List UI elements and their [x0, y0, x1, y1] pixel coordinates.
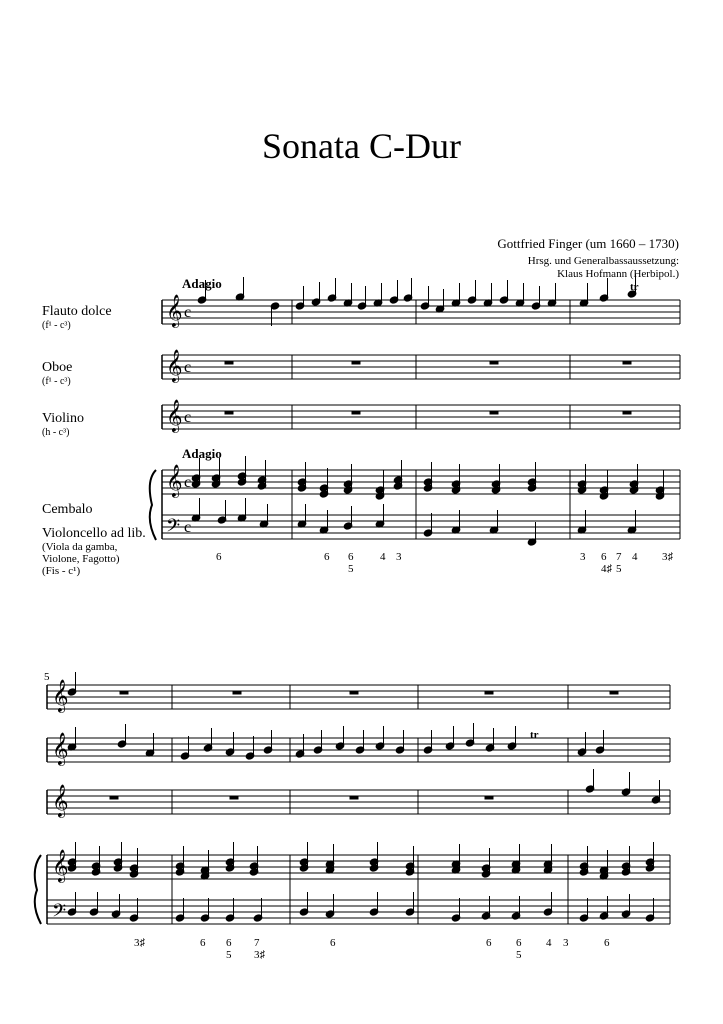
figured-bass-sys1: 6: [601, 551, 607, 563]
clef-sys2-4: 𝄢: [52, 900, 67, 925]
figured-bass-sys1: 4: [380, 551, 386, 563]
page-title: Sonata C-Dur: [262, 126, 461, 166]
range-cello: (Viola da gamba, Violone, Fagotto) (Fis - c¹): [42, 541, 120, 577]
instrument-violin: Violino: [42, 411, 84, 426]
instrument-cembalo: Cembalo: [42, 502, 93, 517]
figured-bass-sys2: 7: [254, 937, 260, 949]
instrument-flute: Flauto dolce: [42, 304, 112, 319]
range-oboe: (f¹ - c³): [42, 376, 71, 387]
time-signature-sys1-0: c: [184, 304, 192, 321]
whole-rest-sys2: [485, 796, 493, 799]
whole-rest-sys2: [120, 691, 128, 694]
whole-rest-sys2: [230, 796, 238, 799]
figured-bass-sys1: 4: [632, 551, 638, 563]
whole-rest-sys1-0: [352, 361, 360, 364]
figured-bass-sys2: 6: [226, 937, 232, 949]
tempo-mark-top: Adagio: [182, 276, 222, 291]
figured-bass-sys2: 6: [330, 937, 336, 949]
figured-bass-sys2: 6: [486, 937, 492, 949]
measure-number: 5: [44, 671, 50, 683]
tempo-mark-keyboard: Adagio: [182, 446, 222, 461]
figured-bass-sys2: 3♯: [254, 949, 265, 961]
range-flute: (f¹ - c³): [42, 320, 71, 331]
clef-sys1-0: 𝄞: [166, 296, 183, 327]
brace: [35, 855, 41, 924]
figured-bass-sys1: 3♯: [662, 551, 673, 563]
clef-sys2-0: 𝄞: [52, 681, 69, 712]
figured-bass-sys2: 6: [200, 937, 206, 949]
figured-bass-sys2: 3♯: [134, 937, 145, 949]
figured-bass-sys1: 5: [616, 563, 622, 575]
whole-rest-sys2: [350, 691, 358, 694]
whole-rest-sys1-1: [623, 411, 631, 414]
whole-rest-sys1-0: [490, 361, 498, 364]
instrument-cello: Violoncello ad lib.: [42, 526, 146, 541]
clef-sys2-3: 𝄞: [52, 851, 69, 882]
whole-rest-sys2: [233, 691, 241, 694]
editor-credit-line2: Klaus Hofmann (Herbipol.): [557, 268, 679, 280]
clef-sys1-2: 𝄞: [166, 401, 183, 432]
figured-bass-sys1: 3: [580, 551, 586, 563]
whole-rest-sys2: [350, 796, 358, 799]
whole-rest-sys2: [485, 691, 493, 694]
clef-sys2-1: 𝄞: [52, 734, 69, 765]
trill-mark-sys2: tr: [530, 729, 539, 741]
figured-bass-sys2: 4: [546, 937, 552, 949]
trill-mark-sys1: tr: [630, 281, 639, 293]
whole-rest-sys2: [610, 691, 618, 694]
figured-bass-sys2: 5: [516, 949, 522, 961]
whole-rest-sys1-1: [352, 411, 360, 414]
figured-bass-sys1: 5: [348, 563, 354, 575]
clef-sys1-1: 𝄞: [166, 351, 183, 382]
time-signature-sys1-3: c: [184, 474, 192, 491]
figured-bass-sys2: 5: [226, 949, 232, 961]
whole-rest-sys2: [110, 796, 118, 799]
figured-bass-sys1: 4♯: [601, 563, 612, 575]
clef-sys1-4: 𝄢: [166, 515, 181, 540]
time-signature-sys1-2: c: [184, 409, 192, 426]
whole-rest-sys1-1: [225, 411, 233, 414]
composer-credit: Gottfried Finger (um 1660 – 1730): [497, 236, 679, 251]
editor-credit-line1: Hrsg. und Generalbassaussetzung:: [527, 255, 679, 267]
figured-bass-sys1: 6: [324, 551, 330, 563]
time-signature-sys1-4: c: [184, 519, 192, 536]
figured-bass-sys2: 6: [516, 937, 522, 949]
whole-rest-sys1-0: [623, 361, 631, 364]
clef-sys2-2: 𝄞: [52, 786, 69, 817]
clef-sys1-3: 𝄞: [166, 466, 183, 497]
figured-bass-sys2: 6: [604, 937, 610, 949]
whole-rest-sys1-0: [225, 361, 233, 364]
brace: [150, 470, 156, 540]
time-signature-sys1-1: c: [184, 359, 192, 376]
figured-bass-sys1: 3: [396, 551, 402, 563]
instrument-oboe: Oboe: [42, 360, 73, 375]
figured-bass-sys2: 3: [563, 937, 569, 949]
figured-bass-sys1: 7: [616, 551, 622, 563]
figured-bass-sys1: 6: [216, 551, 222, 563]
range-violin: (h - c³): [42, 427, 70, 438]
whole-rest-sys1-1: [490, 411, 498, 414]
figured-bass-sys1: 6: [348, 551, 354, 563]
